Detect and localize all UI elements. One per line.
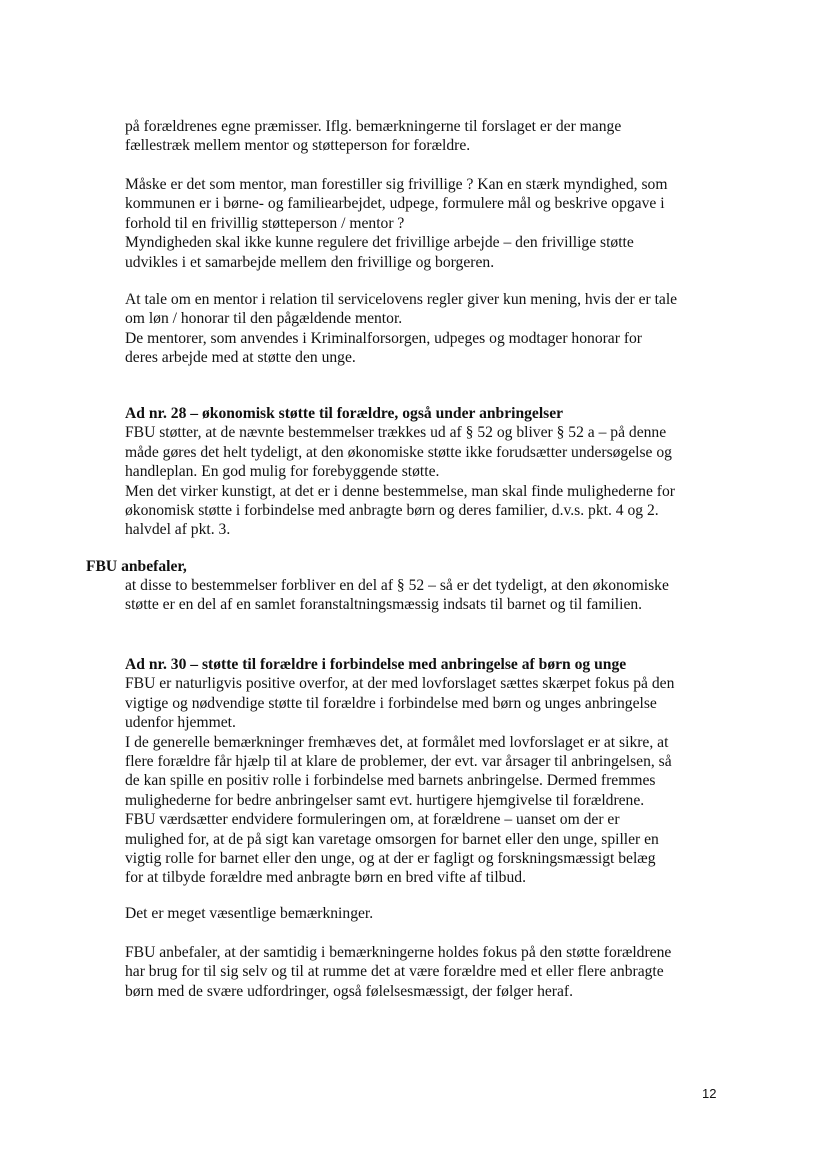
text-line: flere forældre får hjælp til at klare de problemer, der evt. var årsager til anbringelsen, så [125, 753, 672, 771]
text-line: fællestræk mellem mentor og støtteperson for forældre. [125, 137, 471, 155]
text-line: FBU værdsætter endvidere formuleringen om, at forældrene – uanset om der er [125, 811, 620, 829]
text-line: kommunen er i børne- og familiearbejdet, udpege, formulere mål og beskrive opgave i [125, 195, 665, 213]
fbu-recommendation-heading: FBU anbefaler, [86, 558, 187, 575]
text-line: Måske er det som mentor, man forestiller sig frivillige ? Kan en stærk myndighed, som [125, 176, 668, 193]
text-line: Myndigheden skal ikke kunne regulere det frivillige arbejde – den frivillige støtte [125, 234, 634, 252]
text-line: deres arbejde med at støtte den unge. [125, 349, 356, 367]
text-line: At tale om en mentor i relation til servicelovens regler giver kun mening, hvis der er tale [125, 291, 678, 308]
text-line: mulighed for, at de på sigt kan varetage omsorgen for barnet eller den unge, spiller en [125, 830, 659, 848]
text-line: har brug for til sig selv og til at rumme det at være forældre med et eller flere anbragte [125, 963, 664, 981]
text-line: for at tilbyde forældre med anbragte børn en bred vifte af tilbud. [125, 869, 526, 887]
text-line: de kan spille en positiv rolle i forbindelse med barnets anbringelse. Dermed fremmes [125, 772, 656, 790]
paragraph-intro [125, 117, 725, 156]
text-line: udenfor hjemmet. [125, 714, 236, 732]
section-nr-28 [125, 404, 725, 540]
text-line: at disse to bestemmelser forbliver en del af § 52 – så er det tydeligt, at den økonomiske [125, 577, 669, 594]
page-number: 12 [702, 1086, 717, 1101]
text-line: støtte er en del af en samlet foranstaltningsmæssig indsats til barnet og til familien. [125, 596, 643, 614]
paragraph-mentor-question [125, 175, 725, 272]
text-line: I de generelle bemærkninger fremhæves det, at formålet med lovforslaget er at sikre, at [125, 733, 669, 751]
text-line: måde gøres det helt tydeligt, at den økonomiske støtte ikke forudsætter undersøgelse og [125, 443, 672, 461]
text-line: FBU støtter, at de nævnte bestemmelser trækkes ud af § 52 og bliver § 52 a – på denne [125, 424, 667, 442]
section-heading: Ad nr. 30 – støtte til forældre i forbindelse med anbringelse af børn og unge [125, 656, 627, 673]
paragraph-fbu-recommendation [125, 576, 725, 615]
text-line: vigtige og nødvendige støtte til forældre i forbindelse med børn og unges anbringelse [125, 694, 657, 712]
text-line: Men det virker kunstigt, at det er i denne bestemmelse, man skal finde mulighederne for [125, 482, 675, 500]
text-line: vigtig rolle for barnet eller den unge, og at der er fagligt og forskningsmæssigt belæg [125, 850, 656, 868]
text-line: udvikles i et samarbejde mellem den frivillige og borgeren. [125, 253, 495, 271]
text-line: De mentorer, som anvendes i Kriminalforsorgen, udpeges og modtager honorar for [125, 329, 642, 347]
text-line: FBU anbefaler, at der samtidig i bemærkningerne holdes fokus på den støtte forældrene [125, 944, 672, 961]
paragraph-important-remarks [125, 904, 725, 923]
text-line: børn med de svære udfordringer, også følelsesmæssigt, der følger heraf. [125, 982, 574, 1000]
text-line: mulighederne for bedre anbringelser samt evt. hurtigere hjemgivelse til forældrene. [125, 791, 645, 809]
text-line: økonomisk støtte i forbindelse med anbragte børn og deres familier, d.v.s. pkt. 4 og 2. [125, 502, 659, 520]
text-line: forhold til en frivillig støtteperson / mentor ? [125, 214, 405, 232]
text-line: halvdel af pkt. 3. [125, 521, 231, 539]
text-line: Det er meget væsentlige bemærkninger. [125, 905, 374, 922]
section-heading: Ad nr. 28 – økonomisk støtte til forældre, også under anbringelser [125, 405, 564, 422]
text-line: handleplan. En god mulig for forebyggende støtte. [125, 463, 440, 481]
text-line: om løn / honorar til den pågældende mentor. [125, 310, 403, 328]
section-nr-30 [125, 655, 725, 888]
paragraph-mentor-salary [125, 290, 725, 368]
paragraph-fbu-final-recommendation [125, 943, 725, 1001]
text-line: FBU er naturligvis positive overfor, at der med lovforslaget sættes skærpet fokus på den [125, 675, 675, 693]
text-line: på forældrenes egne præmisser. Iflg. bemærkningerne til forslaget er der mange [125, 118, 622, 135]
